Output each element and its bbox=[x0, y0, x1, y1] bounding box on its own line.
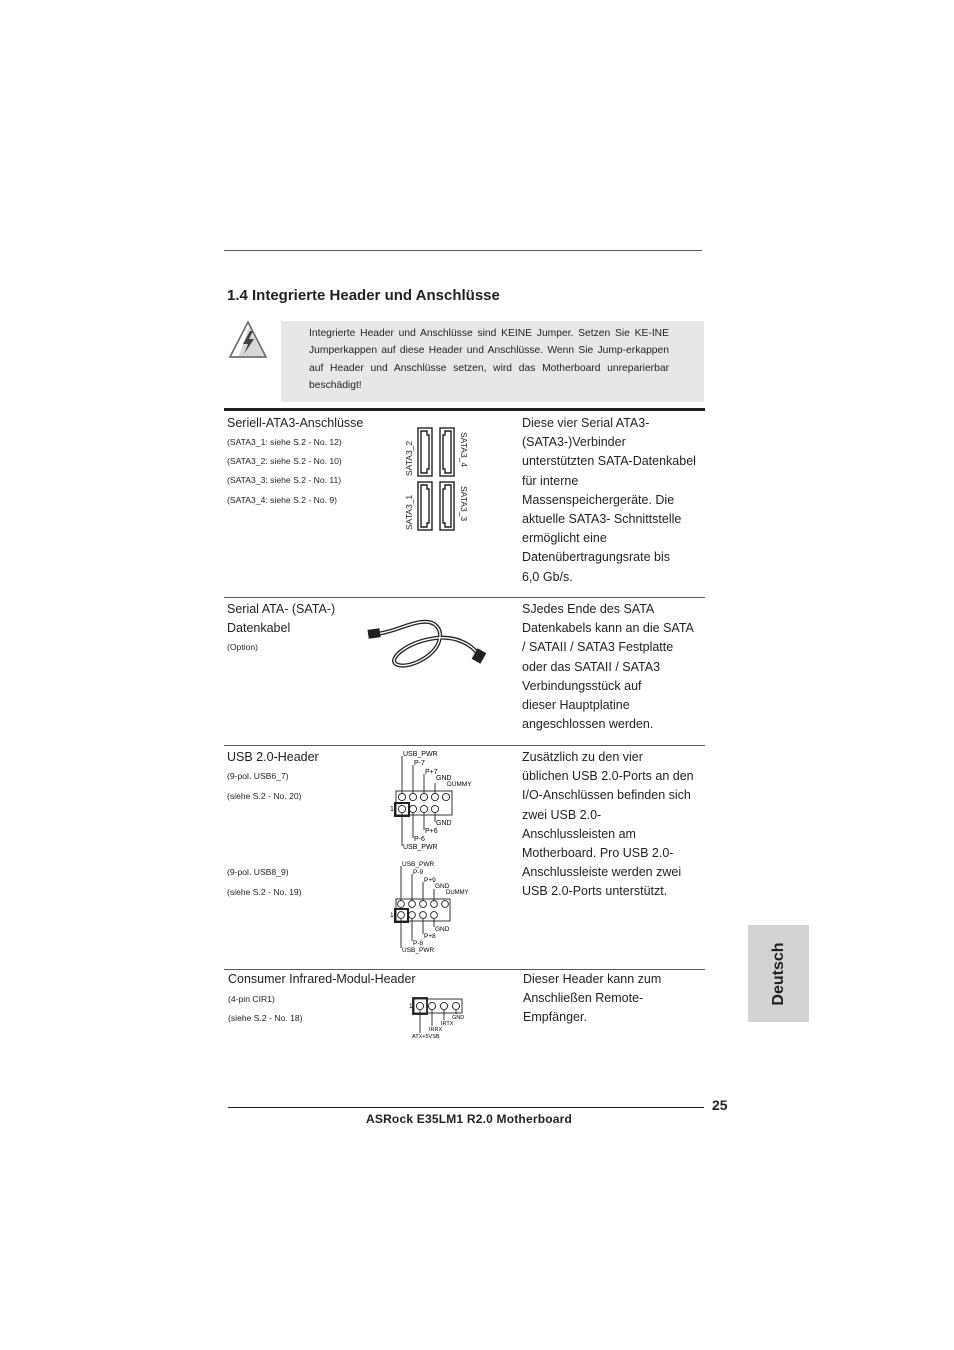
desc-line: Dieser Header kann zum bbox=[523, 972, 662, 986]
pin-label: GND bbox=[435, 883, 450, 890]
desc-line: unterstützten SATA-Datenkabel bbox=[522, 454, 696, 469]
desc-line: Anschlussleiste werden zwei bbox=[522, 865, 682, 880]
sata3-label: SATA3_3 bbox=[459, 486, 469, 522]
usb-notes-b bbox=[227, 863, 302, 902]
pin-label: ATX+5VSB bbox=[412, 1034, 440, 1040]
pin-label: 1 bbox=[409, 1003, 413, 1010]
desc-line: aktuelle SATA3- Schnittstelle bbox=[522, 512, 682, 527]
usb-note: (9-pol. USB6_7) bbox=[227, 771, 289, 781]
desc-line: ermöglicht eine bbox=[522, 531, 607, 546]
desc-line: Anschließen Remote- bbox=[523, 991, 644, 1006]
pin-label: P+6 bbox=[425, 828, 438, 835]
desc-line: angeschlossen werden. bbox=[522, 717, 654, 732]
sata-cable-image bbox=[366, 612, 491, 677]
desc-line: (SATA3-)Verbinder bbox=[522, 435, 626, 450]
sata3-note: (SATA3_4: siehe S.2 - No. 9) bbox=[227, 494, 338, 505]
usb-notes-a bbox=[227, 767, 302, 806]
language-side-tab bbox=[748, 925, 809, 1022]
pin-label: IRRX bbox=[429, 1027, 443, 1033]
desc-line: oder das SATAII / SATA3 bbox=[522, 659, 661, 674]
row-divider bbox=[224, 745, 705, 746]
desc-line: Empfänger. bbox=[523, 1010, 587, 1025]
usb-title: USB 2.0-Header bbox=[227, 750, 319, 764]
desc-line: Massenspeichergeräte. Die bbox=[522, 492, 675, 507]
pin-label: P-8 bbox=[413, 940, 424, 947]
table-top-rule bbox=[224, 408, 705, 411]
pin-label: P-9 bbox=[413, 869, 424, 876]
cable-description bbox=[522, 600, 694, 734]
pin-label: P-6 bbox=[414, 836, 425, 843]
cable-note: (Option) bbox=[227, 642, 259, 652]
cir-note: (siehe S.2 - No. 18) bbox=[228, 1013, 303, 1024]
cable-title-line: Serial ATA- (SATA-) bbox=[227, 602, 336, 616]
desc-line: für interne bbox=[522, 473, 579, 488]
desc-line: Datenübertragungsrate bis bbox=[522, 550, 671, 565]
warning-triangle-icon bbox=[228, 320, 268, 360]
sata3-label: SATA3_2 bbox=[404, 440, 414, 476]
cir-header-diagram bbox=[408, 995, 478, 1041]
sata3-note: (SATA3_2: siehe S.2 - No. 10) bbox=[227, 456, 342, 467]
pin-label: IRTX bbox=[441, 1021, 454, 1027]
warning-text: Integrierte Header und Anschlüsse sind KEINE Jumper. Setzen Sie KE-INE Jumperkappen auf diese Header und Anschlüsse. Wenn Sie Jump-erkappen auf Header und Anschlüsse setzen, wird das Motherboard unreparierbar beschädigt! bbox=[309, 328, 669, 391]
desc-line: I/O-Anschlüssen befinden sich bbox=[522, 788, 691, 803]
cir-note: (4-pin CIR1) bbox=[228, 994, 275, 1004]
desc-line: Datenkabels kann an die SATA bbox=[522, 621, 694, 636]
desc-line: Anschlussleisten am bbox=[522, 826, 636, 841]
page-number: 25 bbox=[712, 1097, 728, 1113]
desc-line: üblichen USB 2.0-Ports an den bbox=[522, 769, 694, 784]
sata3-notes bbox=[227, 433, 342, 510]
pin-label: 1 bbox=[390, 806, 394, 813]
row-divider bbox=[224, 597, 705, 598]
cir-description bbox=[523, 970, 661, 1028]
pin-label: P+8 bbox=[424, 933, 436, 940]
pin-label: USB_PWR bbox=[402, 947, 435, 954]
usb-note: (siehe S.2 - No. 19) bbox=[227, 887, 302, 898]
pin-label: USB_PWR bbox=[403, 751, 438, 758]
warning-box bbox=[281, 321, 704, 402]
desc-line: SJedes Ende des SATA bbox=[522, 602, 655, 616]
sata3-label: SATA3_1 bbox=[404, 494, 414, 530]
pin-label: DUMMY bbox=[446, 890, 469, 896]
desc-line: Verbindungsstück auf bbox=[522, 678, 642, 693]
sata3-title: Seriell-ATA3-Anschlüsse bbox=[227, 416, 364, 430]
top-rule bbox=[224, 250, 702, 251]
desc-line: dieser Hauptplatine bbox=[522, 698, 630, 713]
desc-line: / SATAII / SATA3 Festplatte bbox=[522, 640, 674, 655]
usb-note: (9-pol. USB8_9) bbox=[227, 867, 289, 877]
pin-label: DUMMY bbox=[447, 781, 472, 788]
usb-header-diagram-b bbox=[388, 858, 488, 958]
desc-line: 6,0 Gb/s. bbox=[522, 569, 573, 584]
cir-title: Consumer Infrared-Modul-Header bbox=[228, 972, 416, 986]
desc-line: Zusätzlich zu den vier bbox=[522, 750, 643, 764]
pin-label: GND bbox=[436, 775, 452, 782]
sata3-note: (SATA3_1: siehe S.2 - No. 12) bbox=[227, 437, 342, 447]
pin-label: GND bbox=[436, 820, 452, 827]
desc-line: zwei USB 2.0- bbox=[522, 807, 602, 822]
pin-label: GND bbox=[435, 926, 450, 933]
desc-line: Motherboard. Pro USB 2.0- bbox=[522, 846, 674, 861]
usb-header-diagram-a bbox=[388, 748, 488, 852]
desc-line: Diese vier Serial ATA3- bbox=[522, 416, 650, 430]
sata3-description bbox=[522, 414, 696, 587]
pin-label: GND bbox=[452, 1015, 465, 1021]
sata3-note: (SATA3_3: siehe S.2 - No. 11) bbox=[227, 475, 342, 486]
section-title: 1.4 Integrierte Header und Anschlüsse bbox=[227, 287, 500, 304]
cable-title bbox=[227, 600, 335, 638]
pin-label: USB_PWR bbox=[403, 844, 438, 851]
footer-rule bbox=[228, 1107, 704, 1108]
cable-title-line: Datenkabel bbox=[227, 621, 291, 635]
pin-label: USB_PWR bbox=[402, 861, 435, 868]
sata3-label: SATA3_4 bbox=[459, 432, 469, 468]
usb-description bbox=[522, 748, 694, 902]
pin-label: P-7 bbox=[414, 760, 425, 767]
desc-line: USB 2.0-Ports unterstützt. bbox=[522, 884, 668, 899]
pin-label: P+9 bbox=[424, 877, 436, 884]
cir-notes bbox=[228, 990, 303, 1028]
pin-label: 1 bbox=[390, 912, 394, 919]
pin-label: P+7 bbox=[425, 769, 438, 776]
sata3-connector-diagram bbox=[400, 424, 475, 534]
language-label: Deutsch bbox=[769, 941, 787, 1006]
footer-text: ASRock E35LM1 R2.0 Motherboard bbox=[366, 1112, 573, 1126]
usb-note: (siehe S.2 - No. 20) bbox=[227, 791, 302, 802]
